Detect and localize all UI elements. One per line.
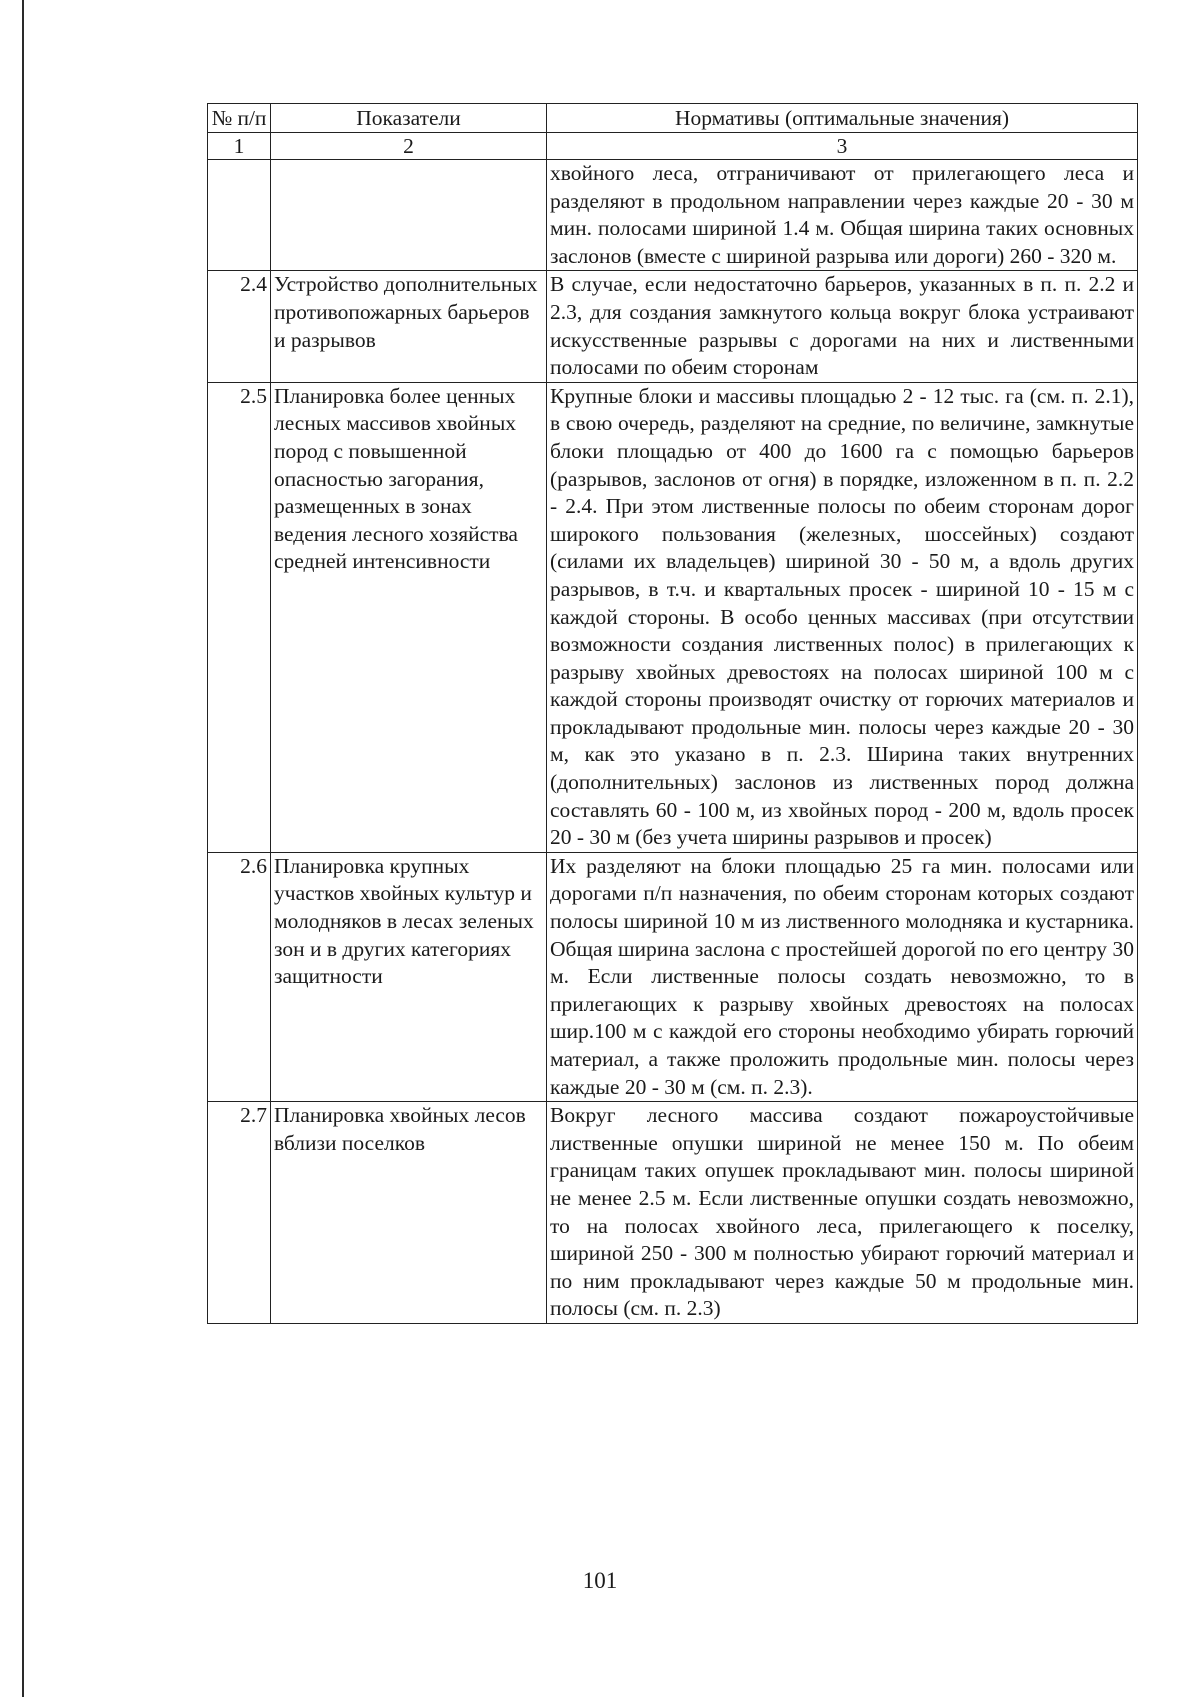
- table-row: [208, 1102, 1138, 1324]
- column-number-1: 1: [208, 133, 271, 160]
- row-norm: В случае, если недостаточно барьеров, указанных в п. п. 2.2 и 2.3, для создания замкнутого кольца вокруг блока устраивают искусственные разрывы с дорогами на них и лиственными полосами по обеим сторонам: [547, 271, 1138, 382]
- table-row: [208, 271, 1138, 382]
- row-indicator: [271, 160, 547, 271]
- header-number: № п/п: [208, 104, 271, 133]
- row-indicator: Устройство дополнительных противопожарных барьеров и разрывов: [271, 271, 547, 382]
- row-norm: Их разделяют на блоки площадью 25 га мин. полосами или дорогами п/п назначения, по обеим сторонам которых создают полосы шириной 10 м из лиственного молодняка и кустарника. Общая ширина заслона с простейшей дорогой по его центру 30 м. Если лиственные полосы создать невозможно, то в прилегающих к разрыву хвойных древостоях на полосах шир.100 м с каждой его стороны необходимо убирать горючий материал, а также проложить продольные мин. полосы через каждые 20 - 30 м (см. п. 2.3).: [547, 852, 1138, 1101]
- row-number: [208, 160, 271, 271]
- row-indicator: Планировка хвойных лесов вблизи поселков: [271, 1102, 547, 1324]
- header-indicators: Показатели: [271, 104, 547, 133]
- norms-table: [207, 103, 1138, 1324]
- column-number-3: 3: [547, 133, 1138, 160]
- row-number: 2.4: [208, 271, 271, 382]
- row-number: 2.5: [208, 382, 271, 852]
- row-norm: хвойного леса, отграничивают от прилегающего леса и разделяют в продольном направлении через каждые 20 - 30 м мин. полосами шириной 1.4 м. Общая ширина таких основных заслонов (вместе с шириной разрыва или дороги) 260 - 320 м.: [547, 160, 1138, 271]
- table-row: [208, 852, 1138, 1101]
- page-number: 101: [582, 1568, 618, 1593]
- column-number-row: [208, 133, 1138, 160]
- row-indicator: Планировка крупных участков хвойных культур и молодняков в лесах зеленых зон и в других категориях защитности: [271, 852, 547, 1101]
- table-row: [208, 382, 1138, 852]
- row-indicator: Планировка более ценных лесных массивов хвойных пород с повышенной опасностью загорания, размещенных в зонах ведения лесного хозяйства средней интенсивности: [271, 382, 547, 852]
- row-norm: Вокруг лесного массива создают пожароустойчивые лиственные опушки шириной не менее 150 м. По обеим границам таких опушек прокладывают мин. полосы шириной не менее 2.5 м. Если лиственные опушки создать невозможно, то на полосах хвойного леса, прилегающего к поселку, шириной 250 - 300 м полностью убирают горючий материал и по ним прокладывают через каждые 50 м продольные мин. полосы (см. п. 2.3): [547, 1102, 1138, 1324]
- table-row: [208, 160, 1138, 271]
- scan-edge-line: [22, 0, 24, 1697]
- row-number: 2.7: [208, 1102, 271, 1324]
- header-norms: Нормативы (оптимальные значения): [547, 104, 1138, 133]
- row-number: 2.6: [208, 852, 271, 1101]
- row-norm: Крупные блоки и массивы площадью 2 - 12 тыс. га (см. п. 2.1), в свою очередь, разделяют на средние, по величине, замкнутые блоки площадью от 400 до 1600 га с помощью барьеров (разрывов, заслонов от огня) в порядке, изложенном в п. п. 2.2 - 2.4. При этом лиственные полосы по обеим сторонам дорог широкого пользования (железных, шоссейных) создают (силами их владельцев) шириной 30 - 50 м, а вдоль других разрывов, в т.ч. и квартальных просек - шириной 10 - 15 м с каждой стороны. В особо ценных массивах (при отсутствии возможности создания лиственных полос) в прилегающих к разрыву хвойных древостоях на полосах шириной 100 м с каждой стороны производят очистку от горючих материалов и прокладывают продольные мин. полосы через каждые 20 - 30 м, как это указано в п. 2.3. Ширина таких внутренних (дополнительных) заслонов из лиственных пород должна составлять 60 - 100 м, из хвойных пород - 200 м, вдоль просек 20 - 30 м (без учета ширины разрывов и просек): [547, 382, 1138, 852]
- column-number-2: 2: [271, 133, 547, 160]
- header-row: [208, 104, 1138, 133]
